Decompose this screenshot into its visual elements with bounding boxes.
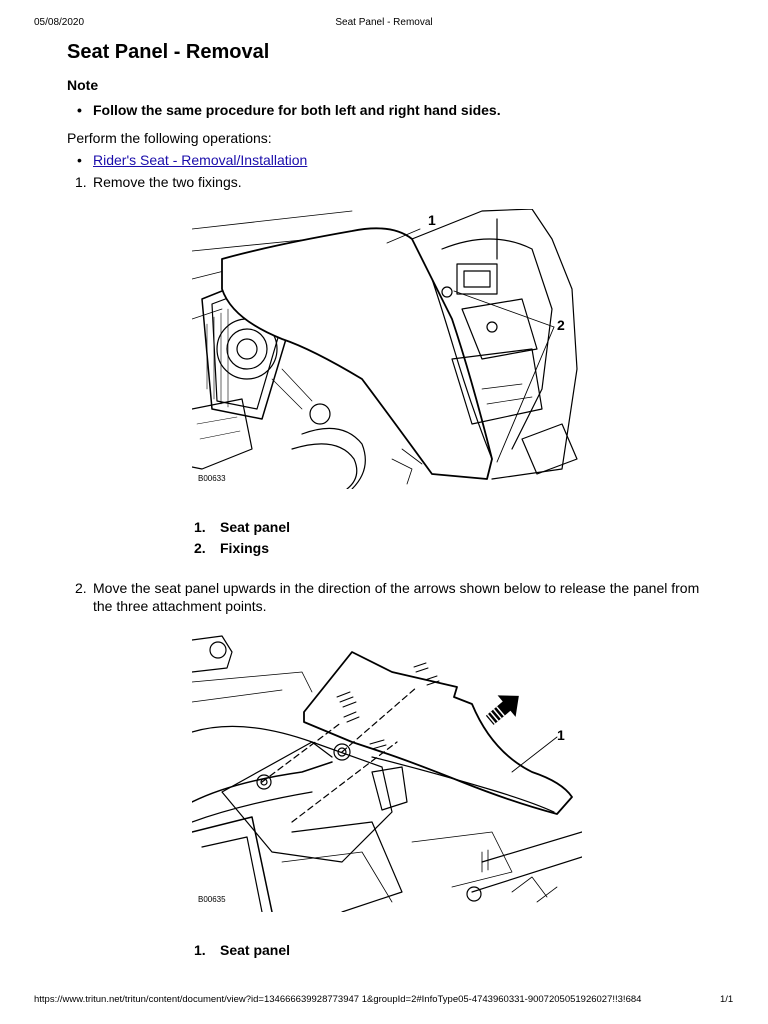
figure-code: B00633 xyxy=(198,474,226,483)
footer-url: https://www.tritun.net/tritun/content/document/view?id=134666639928773947 1&groupId=2#InfoType05-4743960331-9007205051926027!!3!684 xyxy=(34,994,642,1005)
step-number: 2. xyxy=(75,580,87,596)
riders-seat-link[interactable]: Rider's Seat - Removal/Installation xyxy=(93,152,308,168)
fixings-illustration xyxy=(192,209,582,489)
page-header xyxy=(0,17,768,31)
note-heading: Note xyxy=(67,77,99,93)
callout-1: 1 xyxy=(557,727,565,743)
legend-number: 1. xyxy=(194,942,206,958)
page-title: Seat Panel - Removal xyxy=(67,41,270,63)
note-item xyxy=(77,101,501,119)
legend-number: 1. xyxy=(194,519,206,535)
figure-fixings xyxy=(192,209,582,489)
legend-label: Fixings xyxy=(220,540,270,556)
header-title: Seat Panel - Removal xyxy=(335,17,433,28)
link-item xyxy=(77,151,307,169)
note-item-text: Follow the same procedure for both left and right hand sides. xyxy=(93,102,501,118)
step-text: Move the seat panel upwards in the direction of the arrows shown below to release the panel from the three attachment points. xyxy=(93,580,700,614)
upward-arrow-icon xyxy=(481,685,528,731)
figure-panel-release xyxy=(192,632,582,912)
legend-number: 2. xyxy=(194,540,206,556)
callout-2: 2 xyxy=(557,317,565,333)
step-number: 1. xyxy=(75,174,87,190)
legend-label: Seat panel xyxy=(220,942,291,958)
intro-text: Perform the following operations: xyxy=(67,130,272,146)
step-text: Remove the two fixings. xyxy=(93,174,242,190)
header-date: 05/08/2020 xyxy=(34,17,85,28)
legend-label: Seat panel xyxy=(220,519,291,535)
callout-1: 1 xyxy=(428,212,436,228)
footer-page-number: 1/1 xyxy=(720,994,734,1005)
panel-release-illustration xyxy=(192,632,582,912)
figure-code: B00635 xyxy=(198,895,226,904)
